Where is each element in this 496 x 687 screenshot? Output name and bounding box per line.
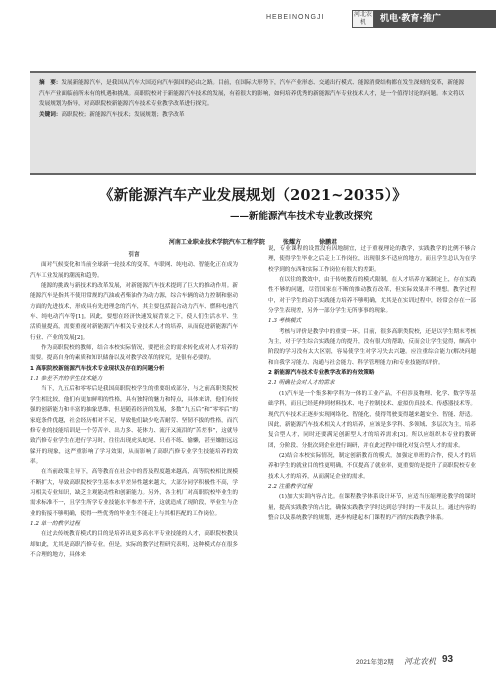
left-column xyxy=(30,250,238,560)
paragraph: 在以往的教效中，由于传统教育的模式限制，在人才培养方案制定上，存在实践性不够的问题，尽管国家在不断的推动教育改革，但实际效果并不理想。教学过程中，对于学生的动手实践能力培养不够明确，尤其是在实训过程中，经常会存在一部分学生表现差，另外一部分学生无所事事的现象。 xyxy=(268,277,476,315)
paragraph: 面对气候变化和当前全球新一轮技术的变革，车联网、纯电动、智能化正在成为汽车工业发展的潮流和趋势。 xyxy=(30,262,238,279)
paragraph: 考核与评价是教学中的重要一环。目前，很多高职类院校，还是以学生期末考核为主，对于学生综合实践能力的提升，没有很大的帮助，反而会让学生觉得，颇高中阶段的学习没有太大区别，容易使学生对学习失去兴趣。应注重综合能力(解决问题和自我学习能力、沟通与社会能力、科学管理能力)和专业技能的评价。 xyxy=(268,328,476,366)
author: 徐鹏君 xyxy=(319,239,338,246)
abstract-label: 摘 要： xyxy=(39,80,62,86)
section-banner: 机电·教育·推广 xyxy=(374,10,496,28)
subsection-heading: 2.1 明确社会对人才的需求 xyxy=(268,380,335,387)
paragraph: 在当前政策主导下，高等教育在社会中的普及程度越来越高，高等院校相比规模不断扩大，导致高职院校学生基本水平差异性越来越大，大部分同学积极性不高，学习相关专业知识，缺乏主观能动性和创新能力。另外，各主机厂对高职院校毕业生的需求标准不一，且学生所学专业技能水平参差不齐，这就造成了现阶段，毕业生与企业的衔接不够明确，使得一些优秀的毕业生不能走上与其相匹配的工作岗位。 xyxy=(30,469,238,517)
section-heading: 引言 xyxy=(128,252,140,258)
paragraph: (1)汽车是一个集多种学科为一体的工业产品，不但涉及物理、化学、数学等基础学科，而且已经延伸到材料技术、电子控制技术、虚拟仿真技术、传感器技术等。现代汽车技术正逐步实现网络化、智能化，使得驾驶变得越来越安全、智能、舒适。因此，新能源汽车技术相关人才的培养，应该是多学科、多领域、多层次为主，培养复合型人才，同时还要满足创新型人才的培养需求[3]。所以应组织本专业的教研团，分阶段、分批次到企业进行调研，并在此过程中细化对复合型人才的需求。 xyxy=(268,390,476,449)
journal-logo: 河北农机 xyxy=(353,11,372,26)
article-title: 《新能源汽车产业发展规划（2021~2035）》 xyxy=(99,187,407,204)
paragraph: (1)加大实训内容占比。在课程教学体系设计环节，应适当压缩理论教学的课时量，提高实践教学的占比，确保实践教学学时达到总学时的一半及以上。通过内容的整合以及系统教学的规划，逐步构建起本门课程的产消的实践教学体系。 xyxy=(268,494,476,521)
paragraph: 当下，九五后和零零后是我国高职院校学生的重要组成部分，与之前高职类院校学生相比较，他们有更加鲜明的性格，具有独特的魅力和特点，具体来讲，他们有较强的创新能力和丰富的抽象思维，但是随着经济的发展，多数“九五后”和“零零后”的家庭条件优越，社会经历相对不足，导致他们缺少吃苦耐劳、坚韧不拔的性格，而汽修专业的技能培训是一个劳苦辛、出力多、花体力、流汗又流泪的“苦差事”，这就导致汽修专业学生在进行学习时，往往出现虎头蛇尾、只看不练、偷懒，甚至嫌脏远远躲开的现象，这严重影响了学习效果，从而影响了高职汽修专业学生技能培养的效率。 xyxy=(30,386,238,465)
paragraph: 说，专业课程的设置没有因地制宜，过于重视理论的教学，实践教学的比例不够合理，使得学生毕业之后走上工作岗位，出现很多不适应的地方。而且学生总认为在学校学到的东西和实际工作岗位有很大的差距。 xyxy=(268,246,476,273)
author: 张耀方 xyxy=(282,239,301,246)
affiliation: 河南工业职业技术学院汽车工程学院 xyxy=(168,239,265,246)
paragraph: 在过去传统教育模式的目的是培养出更多高水平专业技能的人才，高职院校教员却如此，尤其是高职汽修专业。但是，实际的教学过程研究表明，这种模式存在很多不合理的地方，具体来 xyxy=(30,531,238,558)
keywords xyxy=(39,110,467,121)
subsection-heading: 1.3 考核模式 xyxy=(268,318,302,325)
paragraph: 作为高职院校的教师，结合本校实际情况，要把社会的需求转化成对人才培养的需要。提高自身的素质和知识储备以及对教学改革的探究，是很有必要的。 xyxy=(30,345,238,362)
abstract xyxy=(39,78,467,110)
section-heading: 1 高职院校新能源汽车技术专业现状及存在的问题分析 xyxy=(30,365,165,372)
section-heading: 2 新能源汽车技术专业教学改革的有效策略 xyxy=(268,370,375,377)
keywords-label: 关键词： xyxy=(39,111,62,118)
journal-footer-name: 河北农机 xyxy=(404,657,436,666)
article-subtitle: ——新能源汽车技术专业教改探究 xyxy=(230,211,373,222)
subsection-heading: 1.2 单一的教学过程 xyxy=(30,520,80,527)
abstract-box xyxy=(30,71,476,175)
paragraph: 能源的挑战与新技术的改革发展，对新能源汽车技术提到了巨大的推动作用。新能源汽车是指其不使用常规的汽油或者柴油作为动力源，综合车辆的动力控制和驱动方面的先进技术，形成具有先进理念的汽车，其主要包括混合动力汽车、燃料电池汽车、纯电动汽车等[1]。因此，要想在经济快速发展背景之下，使人们生活水平、生活质量提高，需要重视对新能源汽车相关专业技术人才的培养，从而促进新能源汽车行业、产业的发展[2]。 xyxy=(30,283,238,341)
keywords-text: 高职院校；新能源汽车技术；发展规划；教学改革 xyxy=(61,111,185,118)
right-column xyxy=(268,244,476,523)
abstract-text: 发展新能源汽车，是我国从汽车大国迈向汽车强国的必由之路。目前，在国际大形势下，汽车产业形态、交通出行模式、能源消费结构都在发生深刻的变革，新能源汽车产业面临前所未有的机遇和挑战。高职院校对于新能源汽车技术的发展，有着很大的影响，如何培养优秀的新能源汽车专业技术人才，是一个值得讨论的问题。本文将以发展规划为指导，对高职院校新能源汽车技术专业教学改革进行探究。 xyxy=(39,80,465,108)
journal-name: HEBEINONGJI xyxy=(266,14,325,21)
subsection-heading: 2.2 注重教学过程 xyxy=(268,483,313,490)
page-number: 93 xyxy=(442,654,454,665)
page-header xyxy=(0,8,496,36)
paragraph: (2)结合本校实际情况，制定创新教育的模式，加强定单班的合作，使人才的培养和学生的就业目的性更明确，不仅提高了就业率，更重要的是提升了高职院校专业技术人才的培养，从而满足企业的需求。 xyxy=(268,452,476,480)
issue-date: 2021年第2期 xyxy=(356,659,394,666)
subsection-heading: 1.1 参差不齐的学生技术能力 xyxy=(30,376,103,383)
